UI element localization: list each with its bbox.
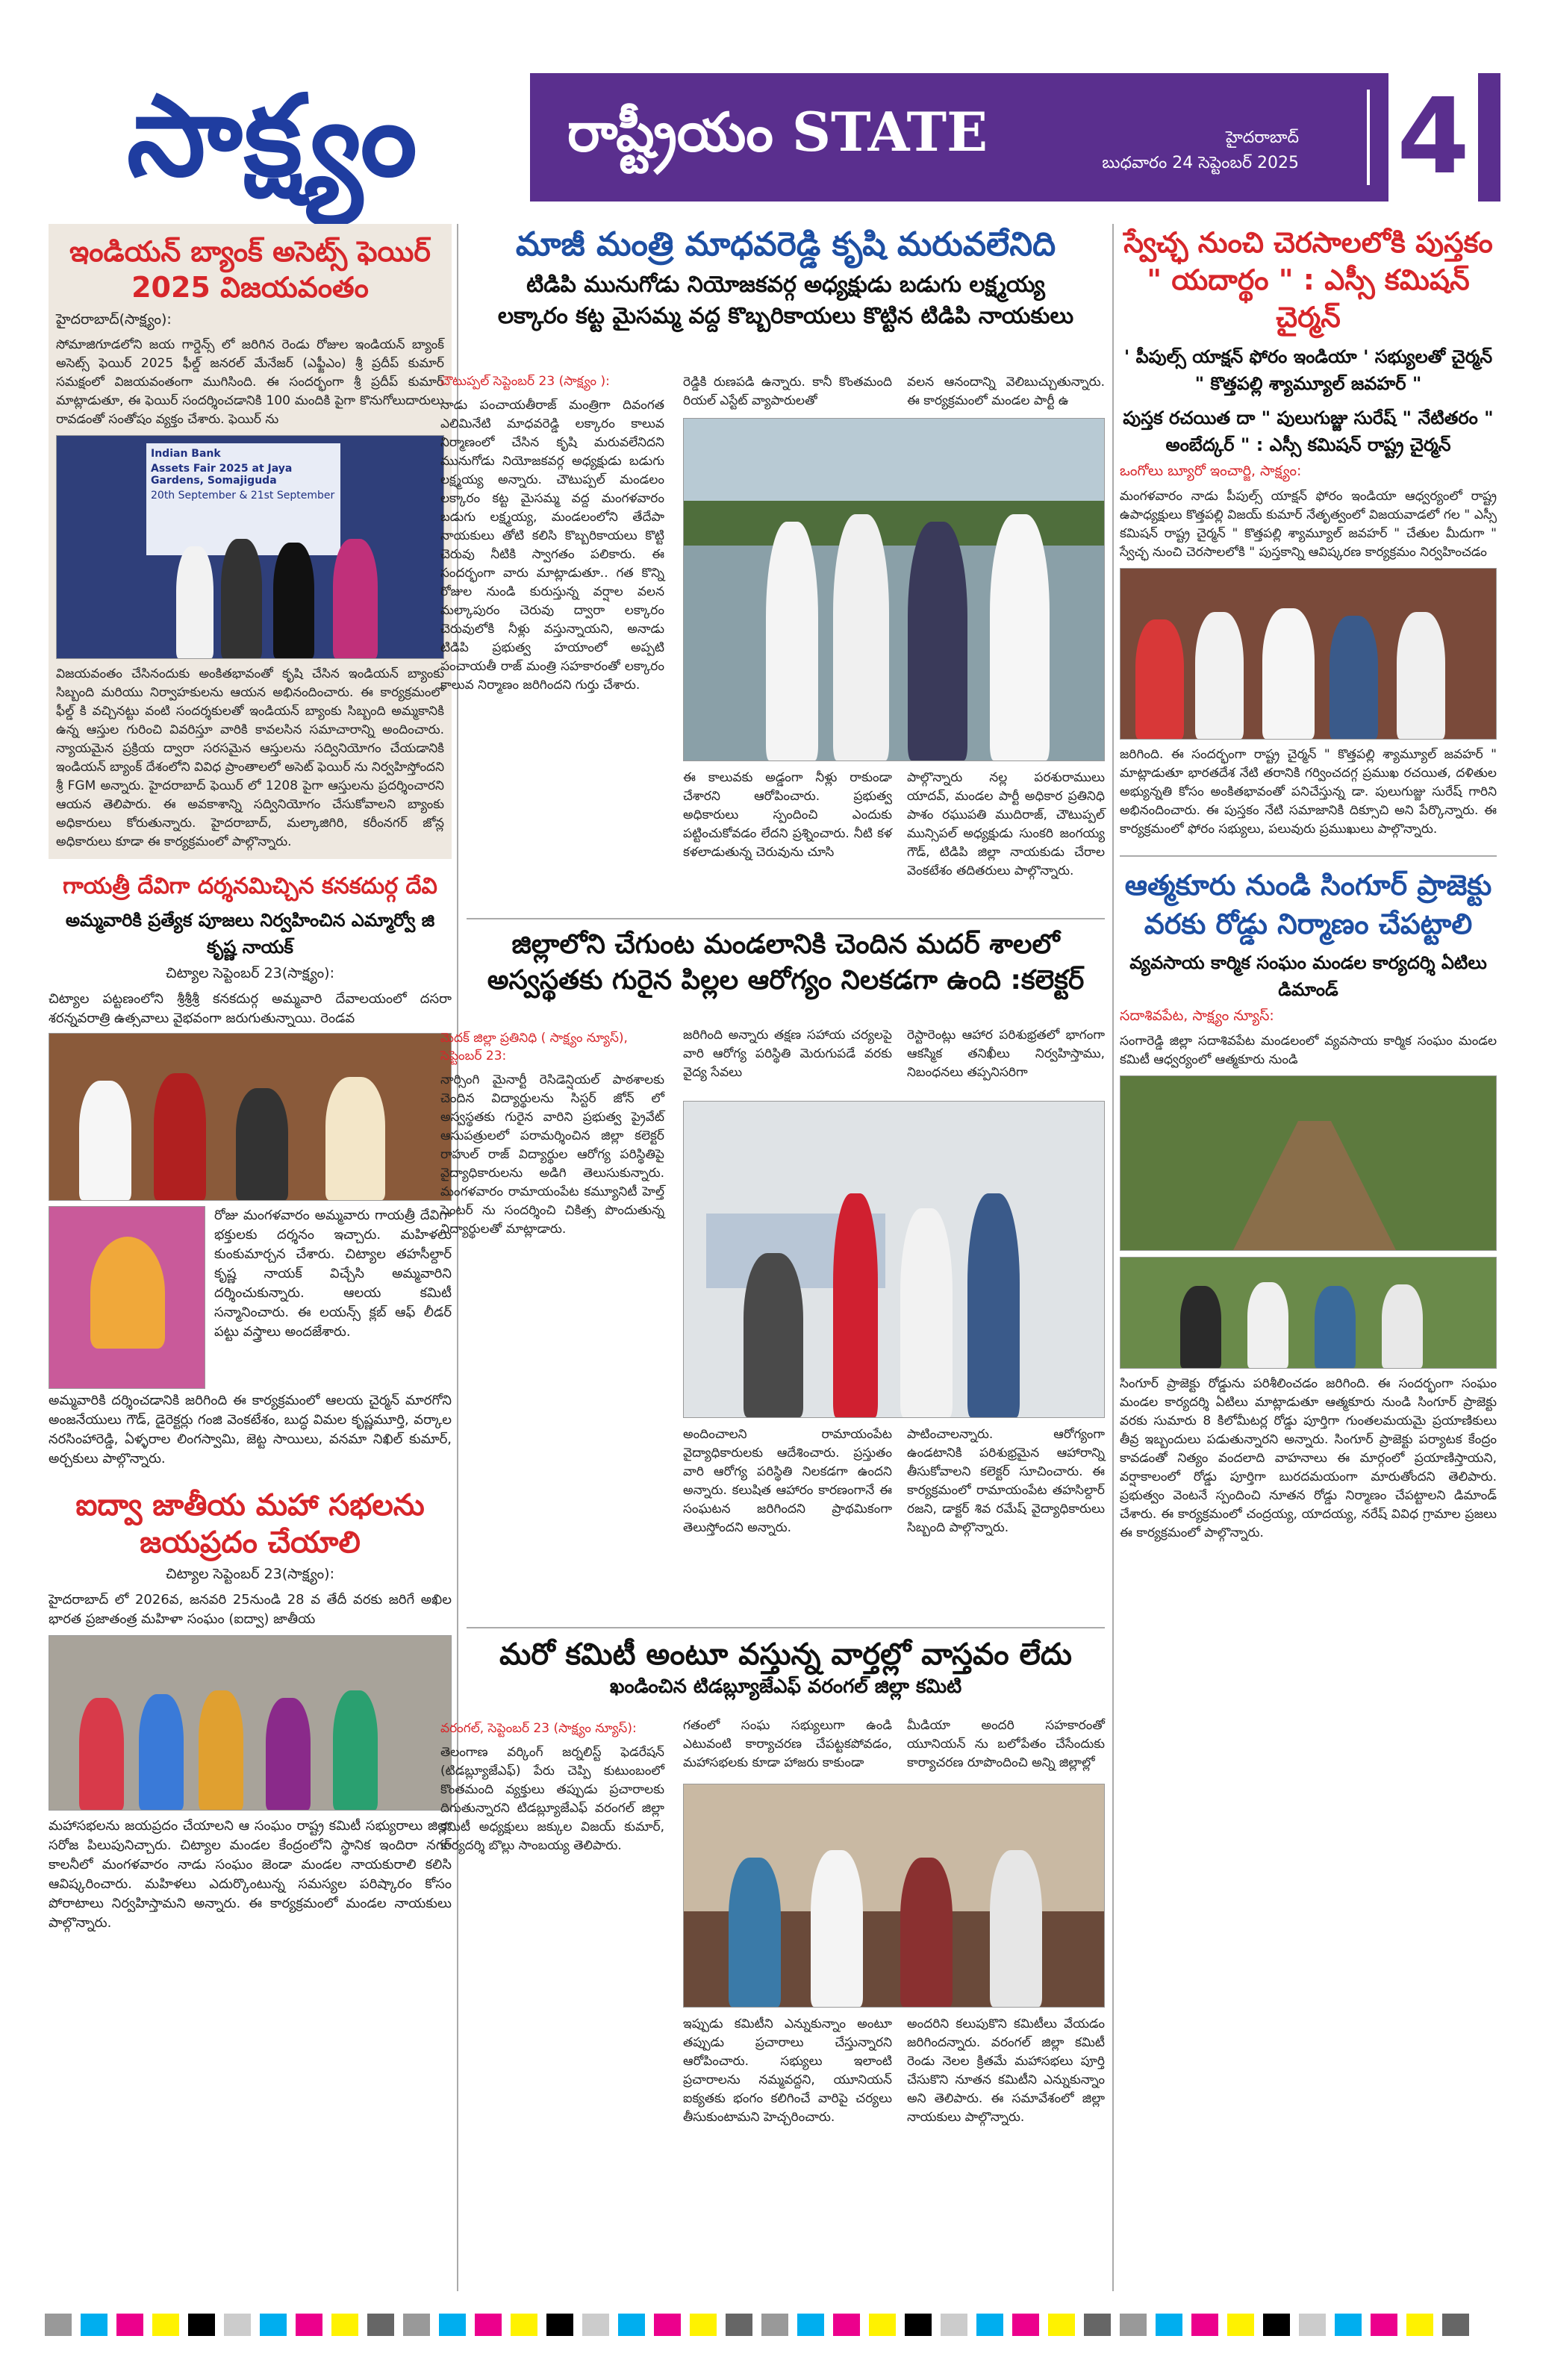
registration-swatch xyxy=(1442,2314,1469,2336)
registration-swatch xyxy=(81,2314,107,2336)
person xyxy=(811,1850,863,2007)
registration-swatch xyxy=(367,2314,394,2336)
person xyxy=(1382,1284,1423,1368)
registration-swatch xyxy=(260,2314,287,2336)
article-body: పాటించాలన్నారు. ఆరోగ్యంగా ఉండటానికి పరిశుభ్రమైన ఆహారాన్ని తీసుకోవాలని కలెక్టర్ సూచించారు. ఈ కార్యక్రమంలో రామాయంపేట తహసిల్దార్ రజని, డాక్టర్ శివ రమేష్ వైద్యాధికారులు సిబ్బంది పాల్గొన్నారు. xyxy=(907,1427,1105,1535)
edition-city: హైదరాబాద్ xyxy=(1226,128,1299,147)
person xyxy=(908,522,967,760)
article-gayatri xyxy=(49,872,452,1469)
article-body: వలన ఆనందాన్ని వెలిబుచ్చుతున్నారు. ఈ కార్యక్రమంలో మండల పార్టీ ఉ xyxy=(907,375,1105,408)
person xyxy=(744,1253,803,1417)
article-body: గతంలో సంఘ సభ్యులుగా ఉండి ఎటువంటి కార్యాచరణ చేపట్టకపోవడం, మహాసభలకు కూడా హాజరు కాకుండా xyxy=(683,1718,892,1770)
person xyxy=(1397,612,1445,739)
subheadline: అమ్మవారికి ప్రత్యేక పూజలు నిర్వహించిన ఎమ్మార్వో జి కృష్ణ నాయక్ xyxy=(65,909,435,958)
newspaper-logo: సాక్ష్యం xyxy=(127,70,419,202)
headline: మాజీ మంత్రి మాధవరెడ్డి కృషి మరువలేనిది xyxy=(515,225,1056,263)
idol xyxy=(90,1237,165,1349)
person xyxy=(154,1073,206,1200)
article-madhava-reddy xyxy=(467,224,1105,332)
article-body: రెడ్డికి రుణపడి ఉన్నారు. కానీ కొంతమంది రియల్ ఎస్టేట్ వ్యాపారులతో xyxy=(683,375,892,408)
registration-swatch xyxy=(1012,2314,1039,2336)
person xyxy=(1135,619,1184,739)
photo-inspection-team xyxy=(1120,1257,1497,1369)
headline: ఇండియన్ బ్యాంక్ అసెట్స్ ఫెయిర్ 2025 విజయవంతం xyxy=(69,235,431,304)
column-rule xyxy=(1112,224,1114,2291)
article-body: హైదరాబాద్ లో 2026వ, జనవరి 25నుండి 28 వ తేదీ వరకు జరిగే అఖిల భారత ప్రజాతంత్ర మహిళా సంఘం (ఐద్వా) జాతీయ xyxy=(49,1591,452,1627)
right-column xyxy=(1120,224,1497,1543)
registration-swatch xyxy=(546,2314,573,2336)
article-body: రెస్టారెంట్లు ఆహార పరిశుభ్రతలో భాగంగా ఆకస్మిక తనిఖీలు నిర్వహిస్తాము, నిబంధనలు తప్పనిసరిగా xyxy=(907,1028,1105,1080)
headline: గాయత్రీ దేవిగా దర్శనమిచ్చిన కనకదుర్గ దేవి xyxy=(63,873,437,899)
registration-swatch xyxy=(1191,2314,1218,2336)
article-column xyxy=(440,1026,664,1239)
registration-swatch xyxy=(1227,2314,1254,2336)
photo-block xyxy=(49,1033,452,1391)
headline: ఆత్మకూరు నుండి సింగూర్ ప్రాజెక్టు వరకు రోడ్డు నిర్మాణం చేపట్టాలి xyxy=(1124,869,1492,940)
registration-swatch xyxy=(1299,2314,1326,2336)
registration-swatch xyxy=(654,2314,681,2336)
registration-swatch xyxy=(1406,2314,1433,2336)
person xyxy=(199,1690,243,1810)
article-body: మహాసభలను జయప్రదం చేయాలని ఆ సంఘం రాష్ట్ర కమిటీ సభ్యురాలు జిల్లా సరోజ పిలుపునిచ్చారు. చిట్యాల మండల కేంద్రంలోని స్థానిక ఇందిరా నగర్ కాలనీలో మంగళవారం నాడు సంఘం జెండా మండల నాయకురాలి కలిసి ఆవిష్కరించారు. మహిళలు ఎదుర్కొంటున్న సమస్యల పరిష్కారం కోసం పోరాటాలు నిర్వహిస్తామని అన్నారు. ఈ కార్యక్రమంలో మండల నాయకులు పాల్గొన్నారు. xyxy=(49,1817,452,1931)
article-body: రోజు మంగళవారం అమ్మవారు గాయత్రీ దేవిగా భక్తులకు దర్శనం ఇచ్చారు. మహిళలు కుంకుమార్చన చేశారు. చిట్యాల తహసీల్దార్ కృష్ణ నాయక్ విచ్చేసి అమ్మవారిని దర్శించుకున్నారు. ఆలయ కమిటీ సన్మానించారు. ఈ లయన్స్ క్లబ్ ఆఫ్ లీడర్ పట్టు వస్త్రాలు అందజేశారు. xyxy=(214,1207,452,1340)
article-body: సింగూర్ ప్రాజెక్టు రోడ్డును పరిశీలించడం జరిగింది. ఈ సందర్భంగా సంఘం మండల కార్యదర్శి ఏటిలు మాట్లాడుతూ ఆత్మకూరు నుండి సింగూర్ ప్రాజెక్టు వరకు సుమారు 8 కిలోమీటర్ల రోడ్డు పూర్తిగా గుంతలమయమై ప్రయాణికులు తీవ్ర ఇబ్బందులు పడుతున్నారని అన్నారు. సింగూర్ ప్రాజెక్టు పర్యాటక కేంద్రం కావడంతో నిత్యం వందలాది వాహనాలు ఈ మార్గంలో ప్రయాణిస్తాయని, వర్షాకాలంలో రోడ్డు పూర్తిగా బురదమయంగా మారుతోందని తెలిపారు. ప్రభుత్వం వెంటనే స్పందించి నూతన రోడ్డు నిర్మాణం చేపట్టాలని డిమాండ్ చేశారు. ఈ కార్యక్రమంలో చంద్రయ్య, యాదయ్య, నరేష్ వివిధ గ్రామాల ప్రజలు ఈ కార్యక్రమంలో పాల్గొన్నారు. xyxy=(1120,1376,1497,1540)
dateline: చిట్యాల సెప్టెంబర్ 23(సాక్ష్యం): xyxy=(166,1565,334,1582)
article-body: నాడు పంచాయతీరాజ్ మంత్రిగా దివంగత ఎలిమినేటి మాధవరెడ్డి లక్కారం కాలువ నిర్మాణంలో చేసిన కృషి మరువలేనిదని మునుగోడు నియోజకవర్గ అధ్యక్షుడు బడుగు లక్ష్మయ్య అన్నారు. చౌటుప్పల్ మండలం లక్కారం కట్ట మైసమ్మ వద్ద మంగళవారం బడుగు లక్ష్మయ్య, మండలంలోని తేదేపా నాయకులు తోటి కలిసి కొబ్బరికాయలు కొట్టి చెరువు నీటికి స్వాగతం పలికారు. ఈ సందర్భంగా వారు మాట్లాడుతూ.. గత కొన్ని రోజుల నుండి కురుస్తున్న వర్షాల వలన మల్కాపురం చెరువు ద్వారా లక్కారం చెరువులోకి నీళ్లు వస్తున్నాయని, అనాడు టిడిపి ప్రభుత్వ హయాంలో అప్పటి పంచాయతీ రాజ్ మంత్రి సహకారంతో లక్కారం కాలువ నిర్మాణం జరిగిందని గుర్తు చేశారు. xyxy=(440,398,664,693)
registration-swatch xyxy=(152,2314,179,2336)
photo-book-launch xyxy=(1120,568,1497,740)
photo-twjf-meeting xyxy=(683,1784,1105,2008)
headline: మరో కమిటీ అంటూ వస్తున్న వార్తల్లో వాస్తవం లేదు xyxy=(499,1637,1072,1672)
registration-swatch xyxy=(1371,2314,1397,2336)
person xyxy=(236,1088,288,1200)
left-column xyxy=(49,224,452,1933)
banner-title: Assets Fair 2025 at Jaya Gardens, Somajiguda xyxy=(151,463,293,487)
divider xyxy=(1367,90,1370,185)
photo-damaged-road xyxy=(1120,1075,1497,1251)
registration-swatch xyxy=(1084,2314,1111,2336)
page-number: 4 xyxy=(1388,73,1478,202)
registration-swatch xyxy=(1335,2314,1362,2336)
print-registration-bar xyxy=(0,2306,1543,2351)
headline: ఐద్వా జాతీయ మహా సభలను జయప్రదం చేయాలి xyxy=(75,1487,425,1560)
article-body: జరిగింది అన్నారు తక్షణ సహాయ చర్యలపై వారి ఆరోగ్య పరిస్థితి మెరుగుపడే వరకు వైద్య సేవలు xyxy=(683,1028,892,1080)
section-banner xyxy=(530,73,1500,202)
registration-swatch xyxy=(976,2314,1003,2336)
photo-assets-fair xyxy=(56,435,444,659)
article-body: అమ్మవారికి దర్శించడానికి జరిగింది ఈ కార్యక్రమంలో ఆలయ చైర్మన్ మారగోని అంజనేయులు గౌడ్, డైరెక్టర్లు గంజి వెంకటేశం, బుద్ధ విమల కృష్ణమూర్తి, వర్కాల నరసింహారెడ్డి, ఏళ్ళరాల లింగస్వామి, జెట్ట సాయిలు, వనమా నిఖిల్ కుమార్, అర్చకులు పాల్గొన్నారు. xyxy=(49,1392,452,1467)
article-twjf xyxy=(467,1627,1105,1700)
masthead xyxy=(30,69,1515,210)
registration-swatch xyxy=(403,2314,430,2336)
registration-swatch xyxy=(905,2314,932,2336)
article-collector xyxy=(467,918,1105,999)
person xyxy=(990,1850,1042,2007)
person xyxy=(176,546,213,658)
article-body: నార్సింగి మైనార్టీ రెసిడెన్షియల్ పాఠశాలకు చెందిన విద్యార్థులను సిస్టర్ జోన్ లో అస్వస్థతకు గురైన వారిని ప్రభుత్వ ప్రైవేట్ ఆసుపత్రులలో పరామర్శించిన జిల్లా కలెక్టర్ రాహుల్ రాజ్ విద్యార్థుల ఆరోగ్య పరిస్థితిపై వైద్యాధికారులను అడిగి తెలుసుకున్నారు. మంగళవారం రామాయంపేట కమ్యూనిటీ హెల్త్ సెంటర్ ను సందర్శించి చికిత్స పొందుతున్న విద్యార్థులతో మాట్లాడారు. xyxy=(440,1072,664,1237)
person xyxy=(967,1193,1020,1417)
sky xyxy=(684,419,1105,508)
banner-dates: 20th September & 21st September xyxy=(151,490,335,502)
article-column xyxy=(440,1717,664,1855)
dateline: చిట్యాల సెప్టెంబర్ 23(సాక్ష్యం): xyxy=(166,964,334,981)
registration-swatch xyxy=(331,2314,358,2336)
registration-swatch xyxy=(941,2314,967,2336)
banner-bank: Indian Bank xyxy=(151,448,221,460)
registration-swatch xyxy=(1263,2314,1290,2336)
subheadline: ఖండించిన టిడబ్ల్యూజేఎఫ్ వరంగల్ జిల్లా కమిటి xyxy=(609,1675,962,1698)
article-road xyxy=(1120,855,1497,1543)
person xyxy=(221,539,262,658)
person xyxy=(1315,1286,1356,1368)
registration-swatch xyxy=(726,2314,752,2336)
article-aidwa xyxy=(49,1487,452,1933)
article-column xyxy=(440,369,664,695)
article-sc-commission xyxy=(1120,224,1497,839)
photo-aidwa-women xyxy=(49,1635,452,1811)
person xyxy=(1262,608,1315,739)
edition-info xyxy=(1102,125,1299,176)
article-body: చిట్యాల పట్టణంలోని శ్రీశ్రీశ్రీ కనకదుర్గ అమ్మవారి దేవాలయంలో దసరా శరన్నవరాత్రి ఉత్సవాలు వైభవంగా జరుగుతున్నాయి. రెండవ xyxy=(49,990,452,1026)
dateline: చౌటుప్పల్ సెప్టెంబర్ 23 (సాక్ష్యం ): xyxy=(440,374,610,389)
registration-swatch xyxy=(224,2314,251,2336)
article-body: అందించాలని రామాయంపేట వైద్యాధికారులకు ఆదేశించారు. ప్రస్తుతం వారి ఆరోగ్య పరిస్థితి నిలకడగా ఉందని అన్నారు. కలుషిత ఆహారం కారణంగానే ఈ సంఘటన జరిగిందని ప్రాథమికంగా తెలుస్తోందని అన్నారు. xyxy=(683,1427,892,1535)
person xyxy=(833,514,889,760)
dateline: హైదరాబాద్(సాక్ష్యం): xyxy=(56,311,172,328)
dateline: ఒంగోలు బ్యూరో ఇంచార్జి, సాక్ష్యం: xyxy=(1120,463,1302,479)
article-body: తెలంగాణ వర్కింగ్ జర్నలిస్ట్ ఫెడరేషన్ (టిడబ్ల్యూజేఎఫ్) పేరు చెప్పి కుటుంబంలో కొంతమంది వ్యక్తులు తప్పుడు ప్రచారాలకు దిగుతున్నారని టిడబ్ల్యూజేఎఫ్ వరంగల్ జిల్లా కమిటీ అధ్యక్షులు జక్కుల విజయ్ కుమార్, కార్యదర్శి బొల్లు సాంబయ్య తెలిపారు. xyxy=(440,1745,664,1853)
subheadline: ' పీపుల్స్ యాక్షన్ ఫోరం ఇండియా ' సభ్యులతో చైర్మన్ " కొత్తపల్లి శ్యామ్యూల్ జవహర్ " xyxy=(1123,346,1493,394)
person xyxy=(333,1690,378,1810)
registration-swatch xyxy=(439,2314,466,2336)
registration-swatch xyxy=(475,2314,502,2336)
article-body: సోమాజిగూడలోని జయ గార్డెన్స్ లో జరిగిన రెండు రోజుల ఇండియన్ బ్యాంక్ అసెట్స్ ఫెయిర్ 2025 ఫీల్డ్ జనరల్ మేనేజర్ (ఎఫ్జీఎం) శ్రీ ప్రదీప్ కుమార్ సమక్షంలో విజయవంతంగా ముగిసింది. ఈ సందర్భంగా శ్రీ ప్రదీప్ కుమార్ మాట్లాడుతూ, ఈ ఫెయిర్ సందర్శించడానికి 100 మందికి పైగా కొనుగోలుదారులు రావడంతో సంతోషం వ్యక్తం చేశారు. ఫెయిర్ ను xyxy=(56,337,444,427)
person xyxy=(900,1858,953,2007)
person xyxy=(333,539,378,658)
registration-swatch xyxy=(869,2314,896,2336)
subheadline: టిడిపి మునుగోడు నియోజకవర్గ అధ్యక్షుడు బడుగు లక్ష్మయ్య xyxy=(526,272,1045,298)
person xyxy=(1330,616,1378,739)
person xyxy=(266,1698,311,1810)
article-body: అందరిని కలుపుకొని కమిటీలు వేయడం జరిగిందన్నారు. వరంగల్ జిల్లా కమిటీ రెండు నెలల క్రితమే మహాసభలు పూర్తి చేసుకొని నూతన కమిటీని ఎన్నుకున్నాం అని తెలిపారు. ఈ సమావేశంలో జిల్లా నాయకులు పాల్గొన్నారు. xyxy=(907,2017,1105,2125)
person xyxy=(79,1698,124,1810)
article-body: మంగళవారం నాడు పీపుల్స్ యాక్షన్ ఫోరం ఇండియా ఆధ్వర్యంలో రాష్ట్ర ఉపాధ్యక్షులు కొత్తపల్లి విజయ్ కుమార్ నేతృత్వంలో విజయవాడలో గల " ఎస్సీ కమిషన్ రాష్ట్ర చైర్మన్ " కొత్తపల్లి శ్యామ్యూల్ జవహర్ " చేతుల మీదుగా " స్వేచ్ఛ నుంచి చెరసాలలోకి " పుస్తకాన్ని ఆవిష్కరణ కార్యక్రమం నిర్వహించడం xyxy=(1120,489,1497,560)
person xyxy=(1195,612,1244,739)
registration-swatch xyxy=(1156,2314,1182,2336)
dateline: సదాశివపేట, సాక్ష్యం న్యూస్: xyxy=(1120,1008,1274,1024)
registration-swatch xyxy=(188,2314,215,2336)
registration-swatch xyxy=(296,2314,322,2336)
registration-swatch xyxy=(1048,2314,1075,2336)
person xyxy=(325,1077,385,1200)
article-body: పాల్గొన్నారు నల్ల పరశురాములు యాదవ్, మండల పార్టీ అధికార ప్రతినిధి పాశం రఘుపతి ముదిరాజ్, చౌటుప్పల్ మున్సిపల్ అధ్యక్షుడు సుంకరి జంగయ్య గౌడ్, టిడిపి జిల్లా నాయకుడు చేరాల వెంకటేశం తదితరులు పాల్గొన్నారు. xyxy=(907,770,1105,878)
section-title: రాష్ట్రీయం STATE xyxy=(567,100,988,163)
person xyxy=(833,1193,878,1417)
registration-swatch xyxy=(116,2314,143,2336)
article-body: విజయవంతం చేసినందుకు అంకితభావంతో కృషి చేసిన ఇండియన్ బ్యాంకు సిబ్బంది మరియు నిర్వాహకులను ఆయన అభినందించారు. ఈ కార్యక్రమంలో ఫీల్డ్ కి వచ్చినట్టు వంటి సందర్శకులతో ఇండియన్ బ్యాంకు సిబ్బంది అమ్మకానికి ఉన్న ఆస్తుల గురించి వివరిస్తూ వారికి కావలసిన సమాచారాన్ని అందించారు. న్యాయమైన ప్రక్రియ ద్వారా సరసమైన ఆస్తులను సద్వినియోగం చేయడానికి ఇండియన్ బ్యాంక్ దేశంలోని వివిధ ప్రాంతాలలో అసెట్ ఫెయిర్ ను నిర్వహిస్తోందని శ్రీ FGM అన్నారు. హైదరాబాద్ ఫెయిర్ లో 1208 పైగా ఆస్తులను ప్రదర్శించారని ఆయన తెలిపారు. ఈ అవకాశాన్ని సద్వినియోగం చేసుకోవాలని బ్యాంకు అధికారులు కోరుతున్నారు. హైదరాబాద్, మల్కాజిగిరి, కరీంనగర్ జోన్ల అధికారులు కూడా ఈ కార్యక్రమంలో పాల్గొన్నారు. xyxy=(56,666,444,849)
subheadline: పుస్తక రచయిత దా " పులుగుజ్జు సురేష్ " నేటితరం " అంబేద్కర్ " : ఎస్సీ కమిషన్ రాష్ట్ర చైర్మన్ xyxy=(1123,407,1494,455)
article-body: సంగారెడ్డి జిల్లా సదాశివపేట మండలంలో వ్యవసాయ కార్మిక సంఘం మండల కమిటీ ఆధ్వర్యంలో ఆత్మకూరు నుండి xyxy=(1120,1034,1497,1067)
person xyxy=(900,1208,953,1417)
road xyxy=(1232,1121,1397,1251)
person xyxy=(273,543,314,658)
registration-swatch xyxy=(511,2314,537,2336)
registration-swatch xyxy=(1120,2314,1147,2336)
photo-temple-officials xyxy=(49,1033,452,1201)
article-body: ఇప్పుడు కమిటీని ఎన్నుకున్నాం అంటూ తప్పుడు ప్రచారాలు చేస్తున్నారని ఆరోపించారు. సభ్యులు ఇలాంటి ప్రచారాలను నమ్మవద్దని, యూనియన్ ఐక్యతకు భంగం కలిగించే వారిపై చర్యలు తీసుకుంటామని హెచ్చరించారు. xyxy=(683,2017,892,2125)
headline: జిల్లాలోని చేగుంట మండలానికి చెందిన మదర్ శాలలో అస్వస్థతకు గురైన పిల్లల ఆరోగ్యం నిలకడగా ఉంది :కలెక్టర్ xyxy=(487,929,1085,996)
photo-goddess xyxy=(49,1206,205,1389)
article-body: జరిగింది. ఈ సందర్భంగా రాష్ట్ర చైర్మన్ " కొత్తపల్లి శ్యామ్యూల్ జవహర్ " మాట్లాడుతూ భారతదేశ నేటి తరానికి గర్వించదగ్గ ప్రముఖ రచయిత, దళితుల అభ్యున్నతి కోసం అంకితభావంతో పనిచేస్తున్న డా. పులుగుజ్జు సురేష్ గారిని అభినందించారు. ఈ పుస్తకం నేటి సమాజానికి దిక్సూచి అని పేర్కొన్నారు. ఈ కార్యక్రమంలో ఫోరం సభ్యులు, పలువురు ప్రముఖులు పాల్గొన్నారు. xyxy=(1120,747,1497,837)
photo-hospital-visit xyxy=(683,1101,1105,1418)
registration-swatch xyxy=(761,2314,788,2336)
registration-swatch xyxy=(833,2314,860,2336)
registration-swatch xyxy=(582,2314,609,2336)
person xyxy=(139,1694,184,1810)
headline: స్వేచ్ఛ నుంచి చెరసాలలోకి పుస్తకం " యదార్థం " : ఎస్సీ కమిషన్ చైర్మన్ xyxy=(1123,226,1493,334)
person xyxy=(1247,1282,1288,1368)
edition-date: బుధవారం 24 సెప్టెంబర్ 2025 xyxy=(1102,154,1299,172)
registration-swatch xyxy=(45,2314,72,2336)
person xyxy=(990,514,1050,760)
registration-swatch xyxy=(797,2314,824,2336)
photo-tdp-leaders xyxy=(683,418,1105,761)
article-indian-bank xyxy=(49,224,452,859)
article-body: మీడియా అందరి సహకారంతో యూనియన్ ను బలోపేతం చేసేందుకు కార్యాచరణ రూపొందించి అన్ని జిల్లాల్లో xyxy=(907,1718,1105,1770)
article-body: ఈ కాలువకు అడ్డంగా నీళ్లు రాకుండా చేశారని ఆరోపించారు. ప్రభుత్వ అధికారులు స్పందించి ఎందుకు పట్టించుకోవడం లేదని ప్రశ్నించారు. నీటి కళ కళలాడుతున్న చెరువును చూసి xyxy=(683,770,892,860)
registration-swatch xyxy=(690,2314,717,2336)
person xyxy=(729,1858,781,2007)
person xyxy=(79,1081,131,1200)
registration-swatch xyxy=(618,2314,645,2336)
subheadline: వ్యవసాయ కార్మిక సంఘం మండల కార్యదర్శి ఏటిలు డిమాండ్ xyxy=(1129,952,1487,1000)
person xyxy=(1180,1286,1221,1368)
subheadline: లక్కారం కట్ట మైసమ్మ వద్ద కొబ్బరికాయలు కొట్టిన టిడిపి నాయకులు xyxy=(497,303,1074,329)
person xyxy=(766,522,818,760)
dateline: మెదక్ జిల్లా ప్రతినిధి ( సాక్ష్యం న్యూస్), సెప్టెంబర్ 23: xyxy=(440,1031,628,1063)
dateline: వరంగల్, సెప్టెంబర్ 23 (సాక్ష్యం న్యూస్): xyxy=(440,1721,637,1736)
